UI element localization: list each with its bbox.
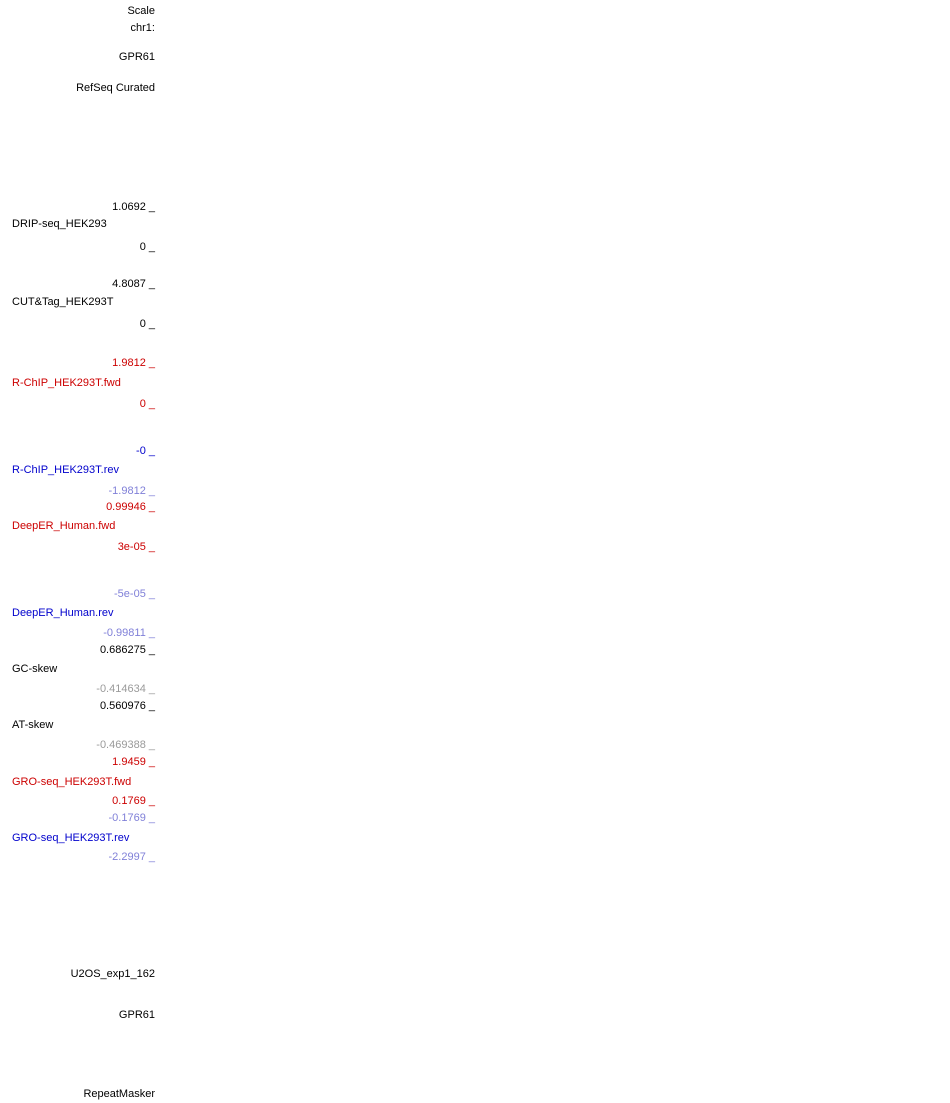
track-bottom-tick-drip-seq-hek293: 0 _ (139, 241, 155, 253)
track-name-deeper-human-rev[interactable]: DeepER_Human.rev (12, 607, 114, 619)
track-name-cuttag-hek293t[interactable]: CUT&Tag_HEK293T (12, 296, 114, 308)
track-name-rchip-hek293t-rev[interactable]: R-ChIP_HEK293T.rev (12, 464, 119, 476)
track-bottom-tick-groseq-hek293t-rev: -2.2997 _ (108, 851, 155, 863)
track-name-repeatmasker[interactable]: RepeatMasker (83, 1088, 155, 1100)
track-bottom-tick-deeper-human-fwd: 3e-05 _ (117, 541, 155, 553)
scale-label: Scale (127, 5, 155, 17)
track-name-deeper-human-fwd[interactable]: DeepER_Human.fwd (12, 520, 116, 532)
track-bottom-tick-deeper-human-rev: -0.99811 _ (103, 627, 155, 639)
track-top-tick-deeper-human-fwd: 0.99946 _ (106, 501, 155, 513)
track-top-tick-gc-skew: 0.686275 _ (99, 644, 155, 656)
track-bottom-tick-at-skew: -0.469388 _ (96, 739, 155, 751)
track-top-tick-at-skew: 0.560976 _ (99, 700, 155, 712)
track-name-gpr61[interactable]: GPR61 (118, 1009, 155, 1021)
track-bottom-tick-groseq-hek293t-fwd: 0.1769 _ (112, 795, 155, 807)
track-name-rchip-hek293t-fwd[interactable]: R-ChIP_HEK293T.fwd (12, 377, 121, 389)
track-top-tick-groseq-hek293t-fwd: 1.9459 _ (112, 756, 155, 768)
track-top-tick-rchip-hek293t-fwd: 1.9812 _ (112, 357, 155, 369)
top-gene-label[interactable]: GPR61 (118, 51, 155, 63)
chromosome-position-label: chr1: (130, 22, 155, 34)
track-name-groseq-hek293t-fwd[interactable]: GRO-seq_HEK293T.fwd (12, 776, 132, 788)
track-top-tick-groseq-hek293t-rev: -0.1769 _ (108, 812, 155, 824)
track-top-tick-drip-seq-hek293: 1.0692 _ (112, 201, 155, 213)
track-name-u2os-exp1-162[interactable]: U2OS_exp1_162 (70, 968, 155, 980)
track-name-drip-seq-hek293[interactable]: DRIP-seq_HEK293 (12, 218, 107, 230)
track-name-gc-skew[interactable]: GC-skew (12, 663, 58, 675)
track-name-groseq-hek293t-rev[interactable]: GRO-seq_HEK293T.rev (12, 832, 130, 844)
track-bottom-tick-rchip-hek293t-fwd: 0 _ (139, 398, 155, 410)
track-bottom-tick-gc-skew: -0.414634 _ (96, 683, 155, 695)
track-bottom-tick-rchip-hek293t-rev: -1.9812 _ (108, 485, 155, 497)
track-name-refseq-curated[interactable]: RefSeq Curated (76, 82, 155, 94)
track-data-area[interactable] (160, 0, 950, 1103)
track-top-tick-rchip-hek293t-rev: -0 _ (136, 445, 155, 457)
track-top-tick-deeper-human-rev: -5e-05 _ (114, 588, 155, 600)
track-bottom-tick-cuttag-hek293t: 0 _ (139, 318, 155, 330)
track-top-tick-cuttag-hek293t: 4.8087 _ (112, 278, 155, 290)
track-name-at-skew[interactable]: AT-skew (12, 719, 54, 731)
